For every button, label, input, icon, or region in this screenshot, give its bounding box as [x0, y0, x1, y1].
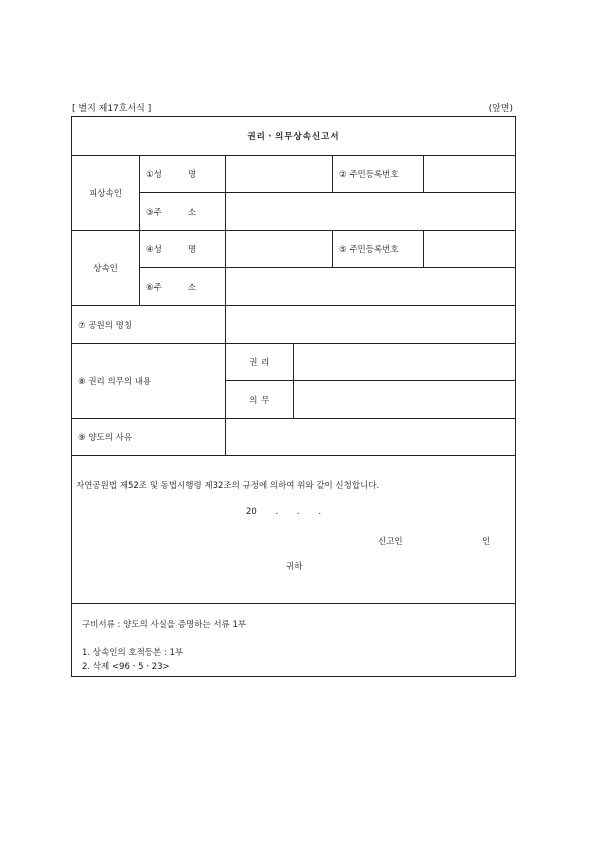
date-line[interactable]: 20 . . . [246, 507, 322, 517]
required-documents: 구비서류 : 양도의 사실을 증명하는 서류 1부 [82, 620, 247, 630]
attachment-note-2: 2. 삭제 <96ㆍ5ㆍ23> [82, 662, 170, 672]
decedent-address-label: ③주 소 [140, 193, 226, 231]
rights-label: 권 리 [226, 344, 294, 381]
rights-duties-label: ⑧ 권리 의무의 내용 [72, 344, 226, 419]
duties-field[interactable] [294, 381, 516, 419]
form-title: 권리ㆍ의무상속신고서 [72, 117, 516, 156]
seal-mark: 인 [482, 537, 491, 547]
heir-rrn-label: ⑤ 주민등록번호 [333, 231, 424, 268]
decedent-group-label: 피상속인 [72, 156, 140, 231]
decedent-address-field[interactable] [226, 193, 516, 231]
decedent-rrn-label: ② 주민등록번호 [333, 156, 424, 193]
form-number: [ 별지 제17호서식 ] [72, 104, 152, 114]
transfer-reason-field[interactable] [226, 419, 516, 456]
transfer-reason-label: ⑨ 양도의 사유 [72, 419, 226, 456]
heir-address-label: ⑥주 소 [140, 268, 226, 306]
park-name-field[interactable] [226, 306, 516, 344]
decedent-name-label: ①성 명 [140, 156, 226, 193]
addressee-label: 귀하 [286, 562, 303, 572]
report-form [71, 116, 516, 677]
statement-section [72, 456, 516, 604]
park-name-label: ⑦ 공원의 명칭 [72, 306, 226, 344]
heir-rrn-field[interactable] [424, 231, 516, 268]
rights-field[interactable] [294, 344, 516, 381]
heir-name-field[interactable] [226, 231, 333, 268]
attachments-section [72, 604, 516, 677]
decedent-name-field[interactable] [226, 156, 333, 193]
statement-text: 자연공원법 제52조 및 동법시행령 제32조의 규정에 의하여 위와 같이 신청합니다. [76, 481, 380, 491]
heir-name-label: ④성 명 [140, 231, 226, 268]
heir-address-field[interactable] [226, 268, 516, 306]
duties-label: 의 무 [226, 381, 294, 419]
decedent-rrn-field[interactable] [424, 156, 516, 193]
page-side-label: (앞면) [488, 104, 513, 114]
attachment-note-1: 1. 상속인의 호적등본 : 1부 [82, 648, 184, 658]
heir-group-label: 상속인 [72, 231, 140, 306]
applicant-label: 신고인 [378, 537, 403, 547]
